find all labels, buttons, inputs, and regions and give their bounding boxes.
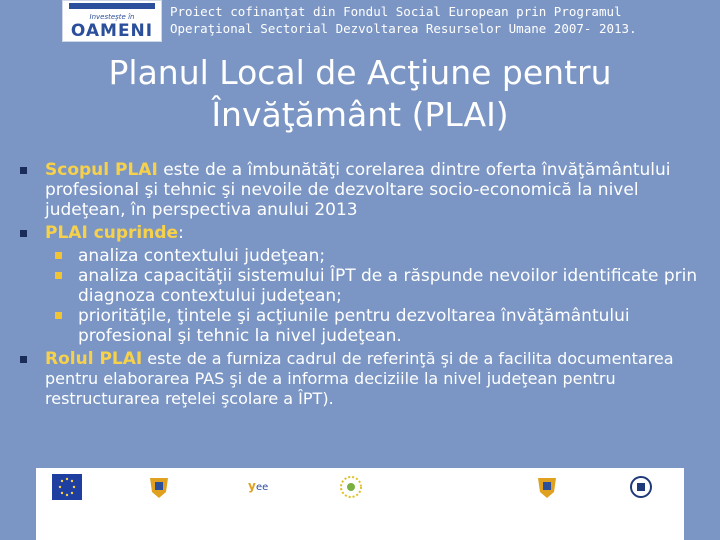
svg-text:y: y: [248, 479, 256, 493]
sub-bullet-text: analiza capacităţii sistemului ÎPT de a răspunde nevoilor identificate prin diagnoza contextului judeţean;: [78, 266, 698, 306]
logo-small-text: Investeşte în: [89, 13, 135, 21]
bullet-cuprinde: [20, 223, 710, 243]
slide-content: [20, 160, 710, 412]
romania-coat-icon: [532, 474, 562, 500]
sub-bullet-square-icon: [55, 312, 62, 319]
sub-bullet-1: [20, 246, 710, 266]
bullet-square-icon: [20, 167, 27, 174]
bullet-text: este de a furniza cadrul de referinţă şi de a facilita documentarea pentru elaborarea PAS şi de a informa deciziile la nivel judeţean pentru restructurarea reţelei şcolare a ÎPT).: [45, 349, 674, 408]
bullet-rolul: [20, 349, 710, 409]
bullet-text: este de a îmbunătăţi corelarea dintre oferta învăţământului profesional şi tehnic şi nevoile de dezvoltare socio-economică la nivel judeţean, în perspectiva anului 2013: [45, 160, 671, 220]
sub-bullet-square-icon: [55, 252, 62, 259]
eu-flag-icon: [52, 474, 82, 500]
sub-bullet-text: analiza contextului judeţean;: [78, 246, 326, 266]
romania-coat-icon: [144, 474, 174, 500]
logo-strip: [69, 3, 155, 9]
footer-logo-strip: [36, 468, 684, 540]
bullet-term: Rolul PLAI: [45, 349, 143, 369]
bullet-square-icon: [20, 230, 27, 237]
project-cofinancing-text: [170, 3, 710, 37]
sub-bullet-square-icon: [55, 272, 62, 279]
stars-logo-icon: [336, 474, 366, 500]
title-line-2: Învăţământ (PLAI): [211, 95, 509, 134]
bullet-scopul: [20, 160, 710, 220]
project-line-1: Proiect cofinanţat din Fondul Social European prin Programul: [170, 4, 622, 19]
bullet-term: Scopul PLAI: [45, 160, 158, 180]
title-line-1: Planul Local de Acţiune pentru: [108, 53, 612, 92]
logo-big-text: OAMENI: [70, 21, 154, 41]
bullet-square-icon: [20, 356, 27, 363]
sub-bullet-3: [20, 306, 710, 346]
project-logo-icon: [244, 474, 274, 500]
svg-text:ee: ee: [256, 482, 269, 493]
bullet-term: PLAI cuprinde: [45, 223, 179, 243]
project-line-2: Operaţional Sectorial Dezvoltarea Resurselor Umane 2007- 2013.: [170, 21, 637, 36]
sub-bullet-text: priorităţile, ţintele şi acţiunile pentru dezvoltarea învăţământului profesional şi tehnic la nivel judeţean.: [78, 306, 630, 346]
investeste-in-oameni-logo: [62, 0, 162, 42]
slide-title: [40, 52, 680, 136]
bullet-colon: :: [178, 223, 184, 243]
institution-logo-icon: [626, 474, 656, 500]
sub-bullet-2: [20, 266, 710, 306]
